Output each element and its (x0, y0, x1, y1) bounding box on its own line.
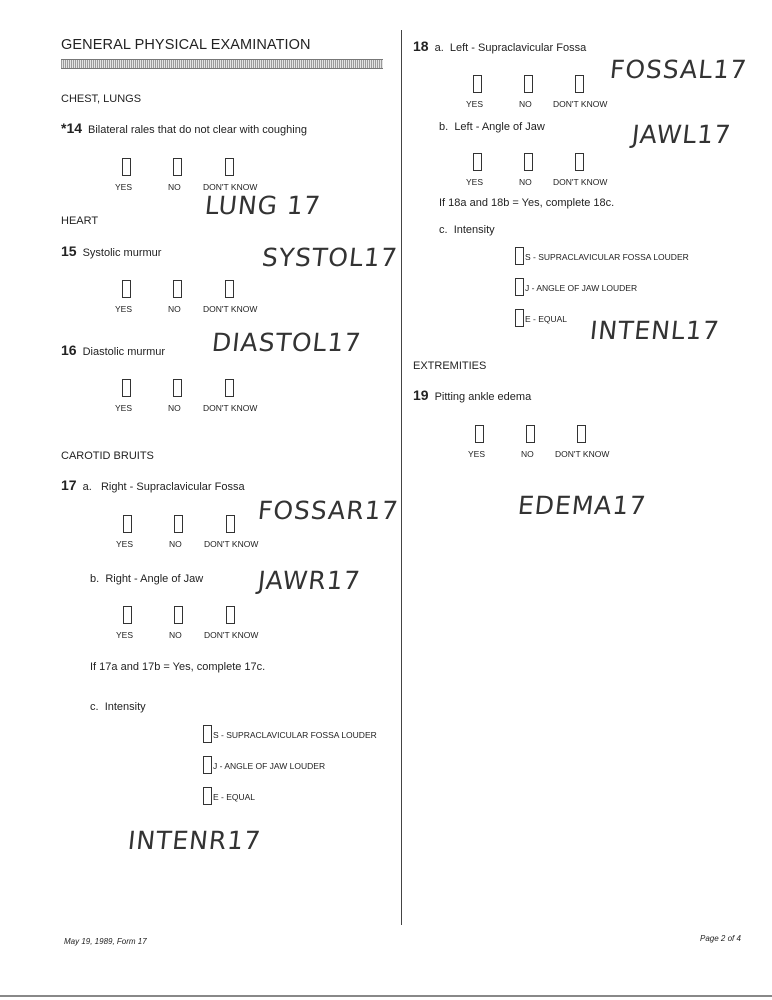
no-label: NO (169, 630, 182, 640)
handwritten-code-systol: SYSTOL17 (260, 243, 400, 272)
yes-label: YES (115, 403, 133, 413)
q15-dont-know-checkbox[interactable] (225, 280, 234, 298)
question-text: Right - Angle of Jaw (105, 573, 204, 585)
question-18b (439, 121, 545, 133)
no-label: NO (519, 99, 532, 109)
option-j-label: J - ANGLE OF JAW LOUDER (525, 283, 638, 293)
q16-no-checkbox[interactable] (173, 379, 182, 397)
question-number: 18 (413, 38, 429, 54)
dont-know-label: DON'T KNOW (204, 539, 259, 549)
handwritten-code-edema: EDEMA17 (516, 491, 648, 520)
no-label: NO (169, 539, 182, 549)
section-chest-lungs: CHEST, LUNGS (61, 93, 142, 105)
q15-no-checkbox[interactable] (173, 280, 182, 298)
q18c-j-checkbox[interactable] (515, 278, 524, 296)
q14-dont-know-checkbox[interactable] (225, 158, 234, 176)
q18a-yes-checkbox[interactable] (473, 75, 482, 93)
q17c-e-checkbox[interactable] (203, 787, 212, 805)
instruction-18c: If 18a and 18b = Yes, complete 18c. (439, 197, 615, 209)
page-title: GENERAL PHYSICAL EXAMINATION (61, 37, 311, 53)
question-letter: b. (90, 573, 100, 585)
q18b-dont-know-checkbox[interactable] (575, 153, 584, 171)
q16-dont-know-checkbox[interactable] (225, 379, 234, 397)
dont-know-label: DON'T KNOW (553, 177, 608, 187)
question-14 (61, 120, 307, 136)
section-carotid-bruits: CAROTID BRUITS (61, 450, 154, 462)
question-letter: a. (434, 42, 444, 54)
handwritten-code-intenl: INTENL17 (588, 316, 722, 345)
question-19 (413, 387, 531, 403)
question-letter: b. (439, 121, 449, 133)
yes-label: YES (116, 539, 134, 549)
handwritten-code-fossal: FOSSAL17 (608, 55, 749, 84)
question-letter: a. (82, 481, 92, 493)
option-e-label: E - EQUAL (213, 792, 256, 802)
question-text: Intensity (104, 701, 146, 713)
question-17b (90, 573, 203, 585)
question-text: Bilateral rales that do not clear with coughing (88, 124, 307, 136)
q14-no-checkbox[interactable] (173, 158, 182, 176)
q14-yes-checkbox[interactable] (122, 158, 131, 176)
q17b-no-checkbox[interactable] (174, 606, 183, 624)
q17c-j-checkbox[interactable] (203, 756, 212, 774)
no-label: NO (168, 182, 181, 192)
no-label: NO (519, 177, 532, 187)
option-s-label: S - SUPRACLAVICULAR FOSSA LOUDER (525, 252, 689, 262)
q19-dont-know-checkbox[interactable] (577, 425, 586, 443)
q16-yes-checkbox[interactable] (122, 379, 131, 397)
dont-know-label: DON'T KNOW (203, 182, 258, 192)
section-extremities: EXTREMITIES (413, 360, 487, 372)
yes-label: YES (115, 182, 133, 192)
q18a-no-checkbox[interactable] (524, 75, 533, 93)
question-17a (61, 477, 245, 493)
q18b-yes-checkbox[interactable] (473, 153, 482, 171)
question-letter: c. (90, 701, 99, 713)
dont-know-label: DON'T KNOW (555, 449, 610, 459)
q17b-yes-checkbox[interactable] (123, 606, 132, 624)
yes-label: YES (116, 630, 134, 640)
option-j-label: J - ANGLE OF JAW LOUDER (213, 761, 326, 771)
question-18a (413, 38, 586, 54)
question-number: 16 (61, 342, 77, 358)
q17a-yes-checkbox[interactable] (123, 515, 132, 533)
handwritten-code-diastol: DIASTOL17 (210, 328, 363, 357)
column-divider (401, 30, 402, 925)
question-text: Left - Supraclavicular Fossa (449, 42, 587, 54)
question-17c (90, 701, 146, 713)
question-text: Diastolic murmur (82, 346, 166, 358)
question-number: *14 (61, 120, 83, 136)
q17a-no-checkbox[interactable] (174, 515, 183, 533)
question-number: 19 (413, 387, 429, 403)
section-heart: HEART (61, 215, 99, 227)
handwritten-code-intenr: INTENR17 (126, 826, 263, 855)
footer-date-form: May 19, 1989, Form 17 (64, 937, 147, 946)
question-number: 15 (61, 243, 77, 259)
question-text: Systolic murmur (82, 247, 162, 259)
dont-know-label: DON'T KNOW (203, 304, 258, 314)
q18b-no-checkbox[interactable] (524, 153, 533, 171)
dont-know-label: DON'T KNOW (553, 99, 608, 109)
handwritten-code-jawl: JAWL17 (630, 120, 733, 149)
yes-label: YES (466, 99, 484, 109)
question-number: 17 (61, 477, 77, 493)
q18c-e-checkbox[interactable] (515, 309, 524, 327)
question-text: Pitting ankle edema (434, 391, 532, 403)
yes-label: YES (115, 304, 133, 314)
yes-label: YES (468, 449, 486, 459)
no-label: NO (521, 449, 534, 459)
footer-page-number: Page 2 of 4 (700, 934, 741, 943)
q19-yes-checkbox[interactable] (475, 425, 484, 443)
q15-yes-checkbox[interactable] (122, 280, 131, 298)
q17c-s-checkbox[interactable] (203, 725, 212, 743)
bottom-edge (0, 995, 772, 997)
q18a-dont-know-checkbox[interactable] (575, 75, 584, 93)
question-text: Left - Angle of Jaw (454, 121, 545, 133)
option-s-label: S - SUPRACLAVICULAR FOSSA LOUDER (213, 730, 377, 740)
question-16 (61, 342, 165, 358)
q19-no-checkbox[interactable] (526, 425, 535, 443)
instruction-17c: If 17a and 17b = Yes, complete 17c. (90, 661, 266, 673)
no-label: NO (168, 403, 181, 413)
question-15 (61, 243, 161, 259)
question-letter: c. (439, 224, 448, 236)
q17b-dont-know-checkbox[interactable] (226, 606, 235, 624)
handwritten-code-jawr: JAWR17 (256, 566, 363, 595)
q18c-s-checkbox[interactable] (515, 247, 524, 265)
q17a-dont-know-checkbox[interactable] (226, 515, 235, 533)
question-text: Right - Supraclavicular Fossa (100, 481, 245, 493)
no-label: NO (168, 304, 181, 314)
title-rule (61, 59, 383, 69)
question-18c (439, 224, 495, 236)
handwritten-code-fossar: FOSSAR17 (256, 496, 401, 525)
dont-know-label: DON'T KNOW (204, 630, 259, 640)
question-text: Intensity (453, 224, 495, 236)
handwritten-code-lung: LUNG 17 (203, 191, 323, 220)
dont-know-label: DON'T KNOW (203, 403, 258, 413)
option-e-label: E - EQUAL (525, 314, 568, 324)
yes-label: YES (466, 177, 484, 187)
